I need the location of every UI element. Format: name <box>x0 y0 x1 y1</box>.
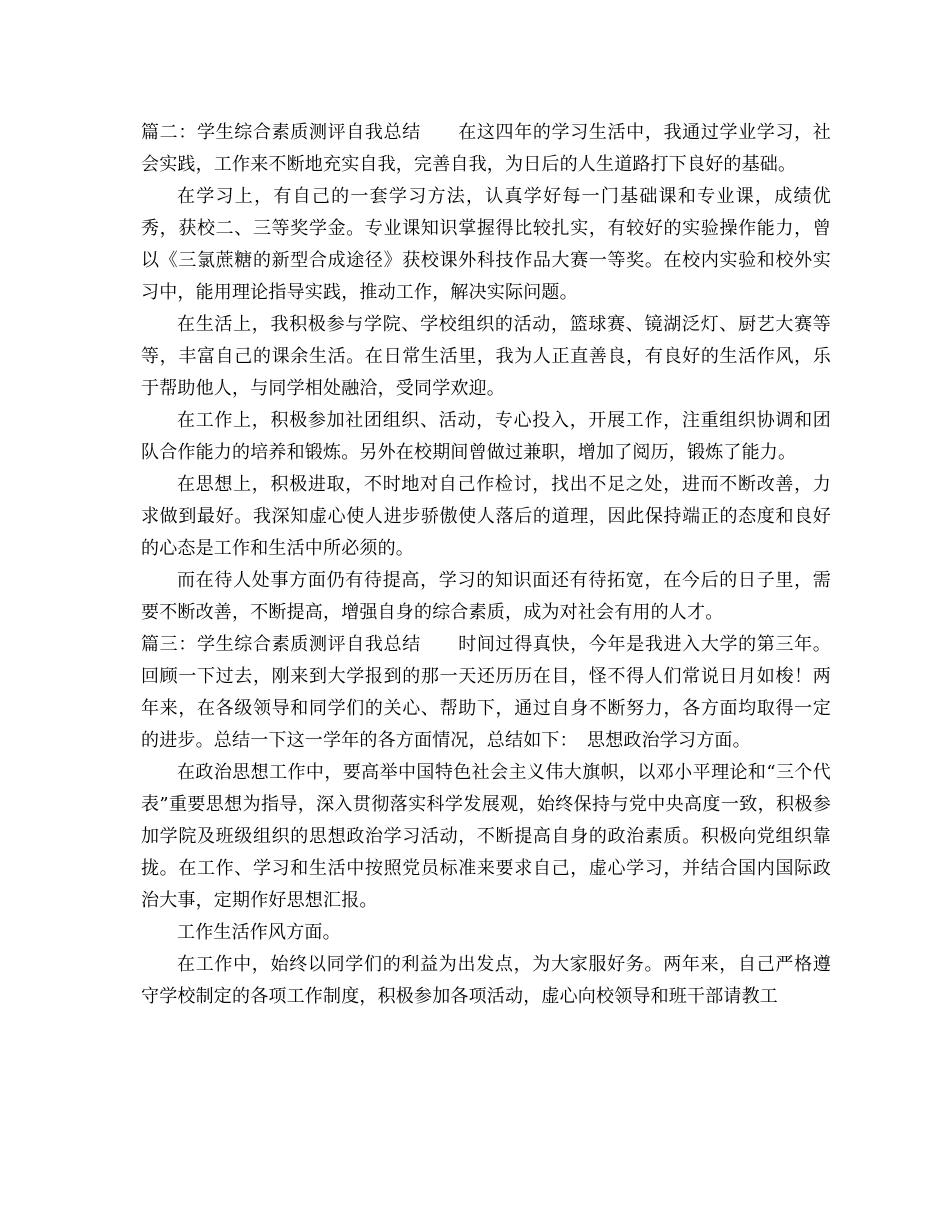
paragraph-1: 篇二：学生综合素质测评自我总结 在这四年的学习生活中，我通过学业学习，社会实践，工作来不断地充实自我，完善自我，为日后的人生道路打下良好的基础。 <box>141 122 831 175</box>
paragraph-9: 工作生活作风方面。 <box>177 922 341 943</box>
paragraph-2: 在学习上，有自己的一套学习方法，认真学好每一门基础课和专业课，成绩优秀，获校二、三等奖学金。专业课知识掌握得比较扎实，有较好的实验操作能力，曾以《三氯蔗糖的新型合成途径》获校课外科技作品大赛一等奖。在校内实验和校外实习中，能用理论指导实践，推动工作，解决实际问题。 <box>141 186 831 303</box>
paragraph-5: 在思想上，积极进取，不时地对自己作检讨，找出不足之处，进而不断改善，力求做到最好。我深知虚心使人进步骄傲使人落后的道理，因此保持端正的态度和良好的心态是工作和生活中所必须的。 <box>141 474 831 559</box>
paragraph-7: 篇三：学生综合素质测评自我总结 时间过得真快，今年是我进入大学的第三年。回顾一下过去，刚来到大学报到的那一天还历历在目，怪不得人们常说日月如梭！两年来，在各级领导和同学们的关心、帮助下，通过自身不断努力，各方面均取得一定的进步。总结一下这一学年的各方面情况，总结如下： 思想政治学习方面。 <box>141 634 831 751</box>
paragraph-3: 在生活上，我积极参与学院、学校组织的活动，篮球赛、镜湖泛灯、厨艺大赛等等，丰富自己的课余生活。在日常生活里，我为人正直善良，有良好的生活作风，乐于帮助他人，与同学相处融洽，受同学欢迎。 <box>141 314 831 399</box>
paragraph-6: 而在待人处事方面仍有待提高，学习的知识面还有待拓宽，在今后的日子里，需要不断改善，不断提高，增强自身的综合素质，成为对社会有用的人才。 <box>141 570 831 623</box>
document-body <box>141 117 831 1013</box>
paragraph-10: 在工作中，始终以同学们的利益为出发点，为大家服好务。两年来，自己严格遵守学校制定的各项工作制度，积极参加各项活动，虚心向校领导和班干部请教工 <box>141 954 831 1007</box>
paragraph-8: 在政治思想工作中，要高举中国特色社会主义伟大旗帜，以邓小平理论和“三个代表”重要思想为指导，深入贯彻落实科学发展观，始终保持与党中央高度一致，积极参加学院及班级组织的思想政治学习活动，不断提高自身的政治素质。积极向党组织靠拢。在工作、学习和生活中按照党员标准来要求自己，虚心学习，并结合国内国际政治大事，定期作好思想汇报。 <box>141 762 831 911</box>
paragraph-4: 在工作上，积极参加社团组织、活动，专心投入，开展工作，注重组织协调和团队合作能力的培养和锻炼。另外在校期间曾做过兼职，增加了阅历，锻炼了能力。 <box>141 410 831 463</box>
